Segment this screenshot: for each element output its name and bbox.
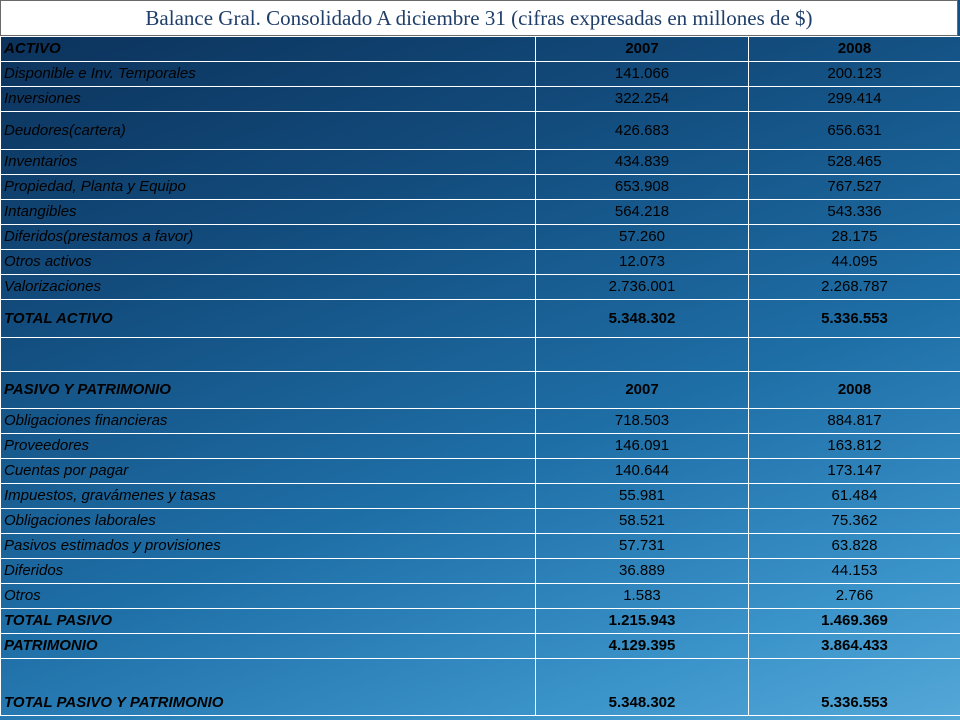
row-value-2007: 57.260 xyxy=(536,225,749,250)
patrimonio-2008: 3.864.433 xyxy=(749,634,960,659)
row-value-2008: 2.766 xyxy=(749,584,960,609)
row-label: Intangibles xyxy=(1,200,536,225)
row-value-2007: 718.503 xyxy=(536,409,749,434)
row-value-2008: 2.268.787 xyxy=(749,275,960,300)
table-row xyxy=(1,275,960,300)
row-label: Propiedad, Planta y Equipo xyxy=(1,175,536,200)
total-pasivo-row xyxy=(1,609,960,634)
table-row xyxy=(1,225,960,250)
activo-header-2007: 2007 xyxy=(536,37,749,62)
table-row xyxy=(1,250,960,275)
spacer-cell xyxy=(1,338,536,372)
table-row xyxy=(1,150,960,175)
spacer-cell xyxy=(536,338,749,372)
total-pasivo-patrimonio-2007: 5.348.302 xyxy=(536,659,749,716)
row-value-2008: 61.484 xyxy=(749,484,960,509)
row-label: Disponible e Inv. Temporales xyxy=(1,62,536,87)
total-pasivo-patrimonio-row xyxy=(1,659,960,716)
row-value-2008: 63.828 xyxy=(749,534,960,559)
row-value-2007: 434.839 xyxy=(536,150,749,175)
total-pasivo-2007: 1.215.943 xyxy=(536,609,749,634)
pasivo-header-2007: 2007 xyxy=(536,372,749,409)
patrimonio-row xyxy=(1,634,960,659)
row-label: Otros activos xyxy=(1,250,536,275)
balance-table-container xyxy=(0,36,960,720)
row-value-2008: 656.631 xyxy=(749,112,960,150)
row-value-2008: 163.812 xyxy=(749,434,960,459)
row-label: Impuestos, gravámenes y tasas xyxy=(1,484,536,509)
total-activo-row xyxy=(1,300,960,338)
row-label: Cuentas por pagar xyxy=(1,459,536,484)
row-value-2008: 200.123 xyxy=(749,62,960,87)
table-row xyxy=(1,559,960,584)
row-label: Inversiones xyxy=(1,87,536,112)
row-value-2008: 543.336 xyxy=(749,200,960,225)
activo-header-label: ACTIVO xyxy=(1,37,536,62)
table-row xyxy=(1,200,960,225)
total-pasivo-patrimonio-label: TOTAL PASIVO Y PATRIMONIO xyxy=(1,659,536,716)
total-activo-2007: 5.348.302 xyxy=(536,300,749,338)
patrimonio-2007: 4.129.395 xyxy=(536,634,749,659)
table-row xyxy=(1,484,960,509)
table-row xyxy=(1,112,960,150)
spacer-cell xyxy=(749,338,960,372)
row-value-2007: 55.981 xyxy=(536,484,749,509)
row-label: Otros xyxy=(1,584,536,609)
row-value-2008: 884.817 xyxy=(749,409,960,434)
spacer-row xyxy=(1,338,960,372)
activo-header-row xyxy=(1,37,960,62)
row-value-2007: 653.908 xyxy=(536,175,749,200)
total-pasivo-patrimonio-2008: 5.336.553 xyxy=(749,659,960,716)
row-value-2007: 1.583 xyxy=(536,584,749,609)
table-row xyxy=(1,62,960,87)
page-title: Balance Gral. Consolidado A diciembre 31 (cifras expresadas en millones de $) xyxy=(0,0,958,36)
total-pasivo-2008: 1.469.369 xyxy=(749,609,960,634)
table-row xyxy=(1,434,960,459)
row-label: Deudores(cartera) xyxy=(1,112,536,150)
row-label: Inventarios xyxy=(1,150,536,175)
table-row xyxy=(1,175,960,200)
pasivo-header-label: PASIVO Y PATRIMONIO xyxy=(1,372,536,409)
row-label: Valorizaciones xyxy=(1,275,536,300)
row-value-2007: 36.889 xyxy=(536,559,749,584)
table-row xyxy=(1,409,960,434)
row-value-2008: 44.153 xyxy=(749,559,960,584)
row-label: Proveedores xyxy=(1,434,536,459)
activo-header-2008: 2008 xyxy=(749,37,960,62)
table-row xyxy=(1,534,960,559)
pasivo-header-row xyxy=(1,372,960,409)
row-value-2007: 140.644 xyxy=(536,459,749,484)
row-label: Diferidos(prestamos a favor) xyxy=(1,225,536,250)
total-activo-label: TOTAL ACTIVO xyxy=(1,300,536,338)
row-value-2007: 58.521 xyxy=(536,509,749,534)
row-value-2007: 57.731 xyxy=(536,534,749,559)
row-value-2008: 44.095 xyxy=(749,250,960,275)
row-value-2007: 564.218 xyxy=(536,200,749,225)
balance-table xyxy=(0,36,960,716)
table-row xyxy=(1,459,960,484)
row-value-2007: 146.091 xyxy=(536,434,749,459)
row-value-2008: 299.414 xyxy=(749,87,960,112)
table-row xyxy=(1,509,960,534)
row-label: Obligaciones financieras xyxy=(1,409,536,434)
row-value-2008: 28.175 xyxy=(749,225,960,250)
row-value-2008: 75.362 xyxy=(749,509,960,534)
pasivo-header-2008: 2008 xyxy=(749,372,960,409)
table-row xyxy=(1,584,960,609)
row-value-2008: 767.527 xyxy=(749,175,960,200)
row-value-2007: 322.254 xyxy=(536,87,749,112)
row-label: Obligaciones laborales xyxy=(1,509,536,534)
row-value-2007: 12.073 xyxy=(536,250,749,275)
total-pasivo-label: TOTAL PASIVO xyxy=(1,609,536,634)
row-label: Pasivos estimados y provisiones xyxy=(1,534,536,559)
row-value-2007: 141.066 xyxy=(536,62,749,87)
row-value-2007: 426.683 xyxy=(536,112,749,150)
table-row xyxy=(1,87,960,112)
row-value-2008: 173.147 xyxy=(749,459,960,484)
row-value-2007: 2.736.001 xyxy=(536,275,749,300)
patrimonio-label: PATRIMONIO xyxy=(1,634,536,659)
row-value-2008: 528.465 xyxy=(749,150,960,175)
total-activo-2008: 5.336.553 xyxy=(749,300,960,338)
row-label: Diferidos xyxy=(1,559,536,584)
